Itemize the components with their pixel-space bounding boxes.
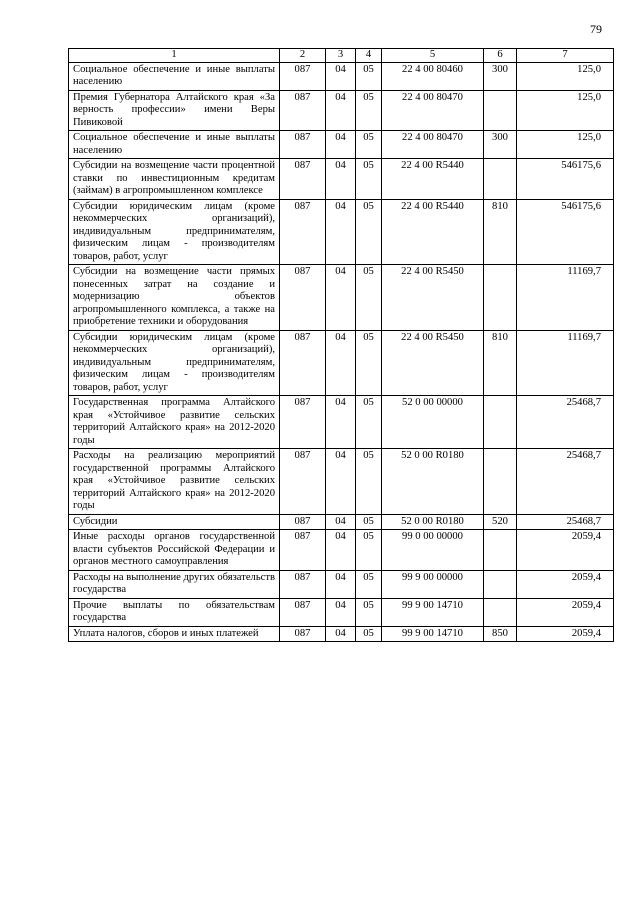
amount: 125,0 (517, 90, 614, 131)
target-article-code: 22 4 00 80470 (382, 131, 484, 159)
table-row (69, 626, 614, 642)
amount: 11169,7 (517, 330, 614, 396)
expense-type-code (484, 265, 517, 331)
table-row (69, 598, 614, 626)
row-name: Иные расходы органов государственной власти субъектов Российской Федерации и органов местного самоуправления (69, 530, 280, 571)
row-name: Социальное обеспечение и иные выплаты населению (69, 62, 280, 90)
amount: 546175,6 (517, 199, 614, 265)
amount: 2059,4 (517, 570, 614, 598)
subsection-code: 05 (356, 330, 382, 396)
section-code: 04 (326, 530, 356, 571)
table-row (69, 530, 614, 571)
ministry-code: 087 (280, 265, 326, 331)
section-code: 04 (326, 131, 356, 159)
row-name: Уплата налогов, сборов и иных платежей (69, 626, 280, 642)
ministry-code: 087 (280, 514, 326, 530)
target-article-code: 22 4 00 R5440 (382, 199, 484, 265)
subsection-code: 05 (356, 598, 382, 626)
subsection-code: 05 (356, 62, 382, 90)
column-header: 5 (382, 49, 484, 63)
section-code: 04 (326, 199, 356, 265)
expense-type-code: 300 (484, 62, 517, 90)
ministry-code: 087 (280, 62, 326, 90)
budget-table (68, 48, 614, 642)
amount: 2059,4 (517, 598, 614, 626)
row-name: Государственная программа Алтайского края «Устойчивое развитие сельских территорий Алтайского края» на 2012-2020 годы (69, 396, 280, 449)
expense-type-code: 520 (484, 514, 517, 530)
amount: 25468,7 (517, 514, 614, 530)
amount: 11169,7 (517, 265, 614, 331)
amount: 25468,7 (517, 396, 614, 449)
table-row (69, 90, 614, 131)
amount: 546175,6 (517, 159, 614, 200)
subsection-code: 05 (356, 159, 382, 200)
expense-type-code: 810 (484, 199, 517, 265)
ministry-code: 087 (280, 449, 326, 515)
row-name: Субсидии юридическим лицам (кроме некоммерческих организаций), индивидуальным предпринимателям, физическим лицам - производителям товаров, работ, услуг (69, 199, 280, 265)
expense-type-code: 300 (484, 131, 517, 159)
expense-type-code: 810 (484, 330, 517, 396)
row-name: Социальное обеспечение и иные выплаты населению (69, 131, 280, 159)
table-row (69, 570, 614, 598)
table-row (69, 396, 614, 449)
target-article-code: 99 9 00 14710 (382, 598, 484, 626)
row-name: Премия Губернатора Алтайского края «За верность профессии» имени Веры Пивиковой (69, 90, 280, 131)
column-header: 6 (484, 49, 517, 63)
header-row (69, 49, 614, 63)
amount: 125,0 (517, 131, 614, 159)
row-name: Субсидии на возмещение части процентной ставки по инвестиционным кредитам (займам) в агропромышленном комплексе (69, 159, 280, 200)
section-code: 04 (326, 598, 356, 626)
amount: 25468,7 (517, 449, 614, 515)
subsection-code: 05 (356, 199, 382, 265)
section-code: 04 (326, 159, 356, 200)
page-number: 79 (590, 22, 602, 36)
target-article-code: 52 0 00 R0180 (382, 449, 484, 515)
section-code: 04 (326, 330, 356, 396)
row-name: Прочие выплаты по обязательствам государства (69, 598, 280, 626)
target-article-code: 52 0 00 00000 (382, 396, 484, 449)
section-code: 04 (326, 396, 356, 449)
subsection-code: 05 (356, 449, 382, 515)
subsection-code: 05 (356, 514, 382, 530)
subsection-code: 05 (356, 570, 382, 598)
target-article-code: 22 4 00 R5450 (382, 330, 484, 396)
target-article-code: 22 4 00 80460 (382, 62, 484, 90)
section-code: 04 (326, 514, 356, 530)
expense-type-code (484, 396, 517, 449)
section-code: 04 (326, 626, 356, 642)
section-code: 04 (326, 449, 356, 515)
subsection-code: 05 (356, 265, 382, 331)
table-row (69, 131, 614, 159)
subsection-code: 05 (356, 131, 382, 159)
target-article-code: 99 0 00 00000 (382, 530, 484, 571)
table-row (69, 159, 614, 200)
target-article-code: 22 4 00 80470 (382, 90, 484, 131)
row-name: Субсидии (69, 514, 280, 530)
ministry-code: 087 (280, 199, 326, 265)
amount: 2059,4 (517, 530, 614, 571)
table-row (69, 199, 614, 265)
expense-type-code (484, 449, 517, 515)
ministry-code: 087 (280, 159, 326, 200)
column-header: 3 (326, 49, 356, 63)
subsection-code: 05 (356, 530, 382, 571)
expense-type-code: 850 (484, 626, 517, 642)
section-code: 04 (326, 265, 356, 331)
section-code: 04 (326, 570, 356, 598)
ministry-code: 087 (280, 570, 326, 598)
subsection-code: 05 (356, 90, 382, 131)
amount: 125,0 (517, 62, 614, 90)
expense-type-code (484, 570, 517, 598)
ministry-code: 087 (280, 598, 326, 626)
target-article-code: 22 4 00 R5450 (382, 265, 484, 331)
section-code: 04 (326, 90, 356, 131)
row-name: Расходы на реализацию мероприятий государственной программы Алтайского края «Устойчивое развитие сельских территорий Алтайского края» на 2012-2020 годы (69, 449, 280, 515)
table-row (69, 514, 614, 530)
row-name: Расходы на выполнение других обязательств государства (69, 570, 280, 598)
target-article-code: 99 9 00 00000 (382, 570, 484, 598)
table-row (69, 449, 614, 515)
ministry-code: 087 (280, 530, 326, 571)
amount: 2059,4 (517, 626, 614, 642)
expense-type-code (484, 530, 517, 571)
section-code: 04 (326, 62, 356, 90)
row-name: Субсидии юридическим лицам (кроме некоммерческих организаций), индивидуальным предпринимателям, физическим лицам - производителям товаров, работ, услуг (69, 330, 280, 396)
row-name: Субсидии на возмещение части прямых понесенных затрат на создание и модернизацию объектов агропромышленного комплекса, а также на приобретение техники и оборудования (69, 265, 280, 331)
expense-type-code (484, 598, 517, 626)
ministry-code: 087 (280, 131, 326, 159)
target-article-code: 99 9 00 14710 (382, 626, 484, 642)
ministry-code: 087 (280, 90, 326, 131)
ministry-code: 087 (280, 396, 326, 449)
ministry-code: 087 (280, 330, 326, 396)
ministry-code: 087 (280, 626, 326, 642)
subsection-code: 05 (356, 396, 382, 449)
subsection-code: 05 (356, 626, 382, 642)
column-header: 1 (69, 49, 280, 63)
column-header: 7 (517, 49, 614, 63)
table-row (69, 62, 614, 90)
target-article-code: 22 4 00 R5440 (382, 159, 484, 200)
column-header: 2 (280, 49, 326, 63)
table-row (69, 265, 614, 331)
table-row (69, 330, 614, 396)
expense-type-code (484, 90, 517, 131)
column-header: 4 (356, 49, 382, 63)
target-article-code: 52 0 00 R0180 (382, 514, 484, 530)
expense-type-code (484, 159, 517, 200)
